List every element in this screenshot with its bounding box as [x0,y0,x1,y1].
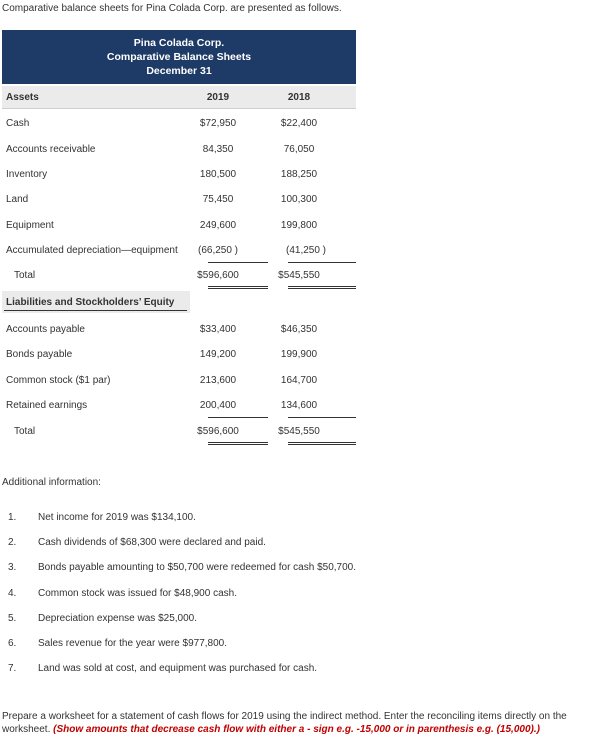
asset-value-2018: 199,800 [280,220,318,231]
liability-value-2019: $33,400 [199,324,237,335]
liab-total-double-line-2019 [208,442,268,445]
additional-item-number: 1. [8,512,17,523]
liability-label: Common stock ($1 par) [6,375,111,386]
assets-total-2018: $545,550 [278,270,320,281]
liabilities-heading-underline [4,310,187,311]
asset-value-2018: 76,050 [283,144,315,155]
asset-value-2019: 84,350 [202,144,234,155]
asset-label: Cash [6,118,30,129]
liab-subtotal-line-2018 [288,417,356,418]
additional-item-number: 3. [8,562,17,573]
additional-item-number: 4. [8,588,17,599]
asset-value-2019: (66,250 ) [197,245,239,256]
statement-title: Comparative Balance Sheets [106,51,252,63]
asset-label: Land [6,194,29,205]
instructions [2,710,602,736]
company-name: Pina Colada Corp. [133,37,225,49]
additional-item-number: 5. [8,613,17,624]
additional-item-text: Bonds payable amounting to $50,700 were redeemed for cash $50,700. [38,562,356,573]
asset-label: Inventory [6,169,48,180]
additional-item-number: 7. [8,663,17,674]
asset-value-2018: 188,250 [280,169,318,180]
additional-item-text: Land was sold at cost, and equipment was purchased for cash. [38,663,318,674]
total-double-line-2018 [288,286,356,289]
asset-value-2019: 180,500 [199,169,237,180]
liabilities-total-2019: $596,600 [197,426,239,437]
asset-value-2019: 75,450 [202,194,234,205]
liability-label: Bonds payable [6,349,73,360]
liabilities-total-2018: $545,550 [278,426,320,437]
asset-value-2018: 100,300 [280,194,318,205]
additional-item-text: Cash dividends of $68,300 were declared and paid. [38,537,266,548]
asset-value-2019: $72,950 [199,118,237,129]
intro-text: Comparative balance sheets for Pina Colada Corp. are presented as follows. [2,3,342,14]
column-2018: 2018 [287,92,311,103]
additional-info-heading: Additional information: [2,477,101,488]
total-double-line-2019 [208,286,268,289]
liability-label: Accounts payable [6,324,85,335]
additional-item-text: Depreciation expense was $25,000. [38,613,197,624]
asset-label: Accounts receivable [6,144,96,155]
assets-heading: Assets [6,92,39,103]
instructions-text: Prepare a worksheet for a statement of cash flows for 2019 using the indirect method. Enter the reconciling items directly on the worksheet. [2,711,567,735]
subtotal-line-2018 [288,262,356,263]
additional-item-number: 6. [8,638,17,649]
liabilities-total-label: Total [14,426,36,437]
additional-item-text: Common stock was issued for $48,900 cash. [38,588,237,599]
assets-total-label: Total [14,270,36,281]
liability-value-2019: 149,200 [199,349,237,360]
column-2019: 2019 [206,92,230,103]
liab-total-double-line-2018 [288,442,356,445]
additional-item-text: Sales revenue for the year were $977,800. [38,638,228,649]
liability-value-2018: 164,700 [280,375,318,386]
asset-label: Accumulated depreciation—equipment [6,245,178,256]
instructions-note: (Show amounts that decrease cash flow with either a - sign e.g. -15,000 or in parenthesis e.g. (15,000).) [53,724,540,735]
additional-item-text: Net income for 2019 was $134,100. [38,512,196,523]
liab-subtotal-line-2019 [208,417,268,418]
liability-value-2018: $46,350 [280,324,318,335]
liability-value-2018: 199,900 [280,349,318,360]
assets-total-2019: $596,600 [197,270,239,281]
statement-date: December 31 [146,65,212,77]
liability-label: Retained earnings [6,400,88,411]
asset-value-2019: 249,600 [199,220,237,231]
asset-value-2018: $22,400 [280,118,318,129]
additional-item-number: 2. [8,537,17,548]
balance-sheet-header [2,30,356,84]
liability-value-2019: 213,600 [199,375,237,386]
asset-label: Equipment [6,220,54,231]
liability-value-2018: 134,600 [280,400,318,411]
asset-value-2018: (41,250 ) [285,245,327,256]
subtotal-line-2019 [208,262,268,263]
liabilities-heading: Liabilities and Stockholders’ Equity [6,297,175,308]
liability-value-2019: 200,400 [199,400,237,411]
